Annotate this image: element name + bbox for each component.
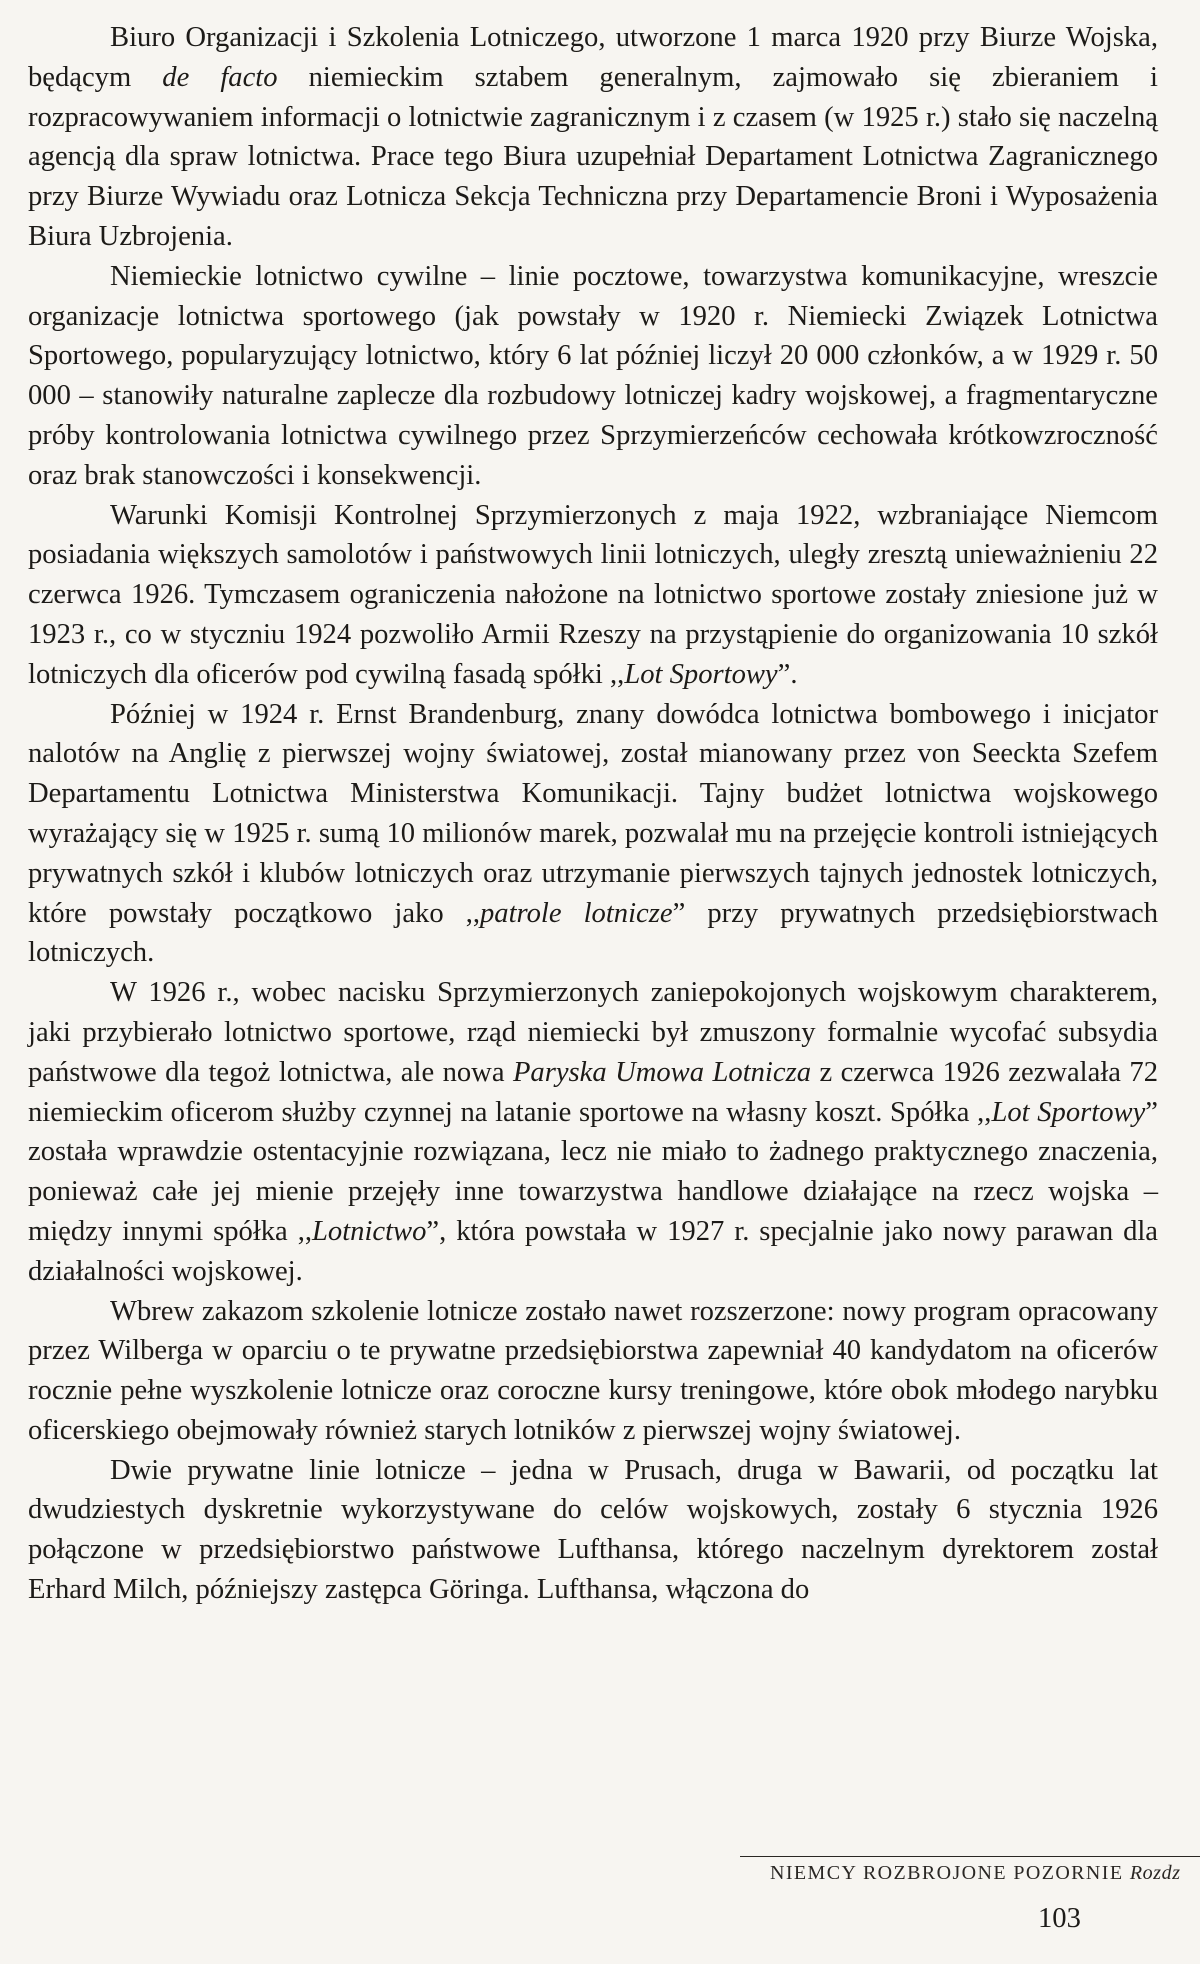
italic-phrase: patrole lotnicze	[480, 897, 673, 929]
text-run: niemieckim sztabem generalnym, zajmowało się zbieraniem i rozpracowywaniem informacji o lotnictwie zagranicznym i z czasem (w 1925 r.) stało się naczelną agencją dla spraw lotnictwa. Prace tego Biura uzupełniał Departament Lotnictwa Zagranicznego przy Biurze Wywiadu oraz Lotnicza Sekcja Techniczna przy Departamencie Broni i Wyposażenia Biura Uzbrojenia.	[28, 61, 1158, 252]
text-run: Biuro Organizacji i Szkolenia Lotniczego, utworzone 1 marca 1920 przy Biurze Wojska, będącym	[28, 22, 1158, 93]
running-footer	[770, 1862, 1181, 1885]
italic-phrase: Paryska Umowa Lotnicza	[512, 1056, 811, 1088]
text-run: W 1926 r., wobec nacisku Sprzymierzonych zaniepokojonych wojskowym charakterem, jaki przybierało lotnictwo sportowe, rząd niemiecki był zmuszony formalnie wycofać subsydia państwowe dla tegoż lotnictwa, ale nowa	[28, 977, 1158, 1088]
text-run: Warunki Komisji Kontrolnej Sprzymierzonych z maja 1922, wzbraniające Niemcom posiadania większych samolotów i państwowych linii lotniczych, uległy zresztą unieważnieniu 22 czerwca 1926. Tymczasem ograniczenia nałożone na lotnictwo sportowe zostały zniesione już w 1923 r., co w styczniu 1924 pozwoliło Armii Rzeszy na przystąpienie do organizowania 10 szkół lotniczych dla oficerów pod cywilną fasadą spółki ,,	[28, 499, 1158, 690]
italic-phrase: Lotnictwo	[312, 1215, 427, 1247]
paragraph	[28, 1292, 1158, 1451]
running-title: NIEMCY ROZBROJONE POZORNIE	[770, 1862, 1124, 1884]
text-run: ” została wprawdzie ostentacyjnie rozwiązana, lecz nie miało to żadnego praktycznego znaczenia, ponieważ całe jej mienie przejęły inne towarzystwa handlowe działające na rzecz wojska – między innymi spółka ,,	[28, 1096, 1158, 1247]
text-run: Niemieckie lotnictwo cywilne – linie pocztowe, towarzystwa komunikacyjne, wreszcie organizacje lotnictwa sportowego (jak powstały w 1920 r. Niemiecki Związek Lotnictwa Sportowego, popularyzujący lotnictwo, który 6 lat później liczył 20 000 członków, a w 1929 r. 50 000 – stanowiły naturalne zaplecze dla rozbudowy lotniczej kadry wojskowej, a fragmentaryczne próby kontrolowania lotnictwa cywilnego przez Sprzymierzeńców cechowała krótkowzroczność oraz brak stanowczości i konsekwencji.	[28, 260, 1158, 491]
chapter-label: Rozdz	[1129, 1862, 1181, 1884]
text-run: Później w 1924 r. Ernst Brandenburg, znany dowódca lotnictwa bombowego i inicjator nalotów na Anglię z pierwszej wojny światowej, został mianowany przez von Seeckta Szefem Departamentu Lotnictwa Ministerstwa Komunikacji. Tajny budżet lotnictwa wojskowego wyrażający się w 1925 r. sumą 10 milionów marek, pozwalał mu na przejęcie kontroli istniejących prywatnych szkół i klubów lotniczych oraz utrzymanie pierwszych tajnych jednostek lotniczych, które powstały początkowo jako ,,	[28, 698, 1158, 929]
text-run: Wbrew zakazom szkolenie lotnicze zostało nawet rozszerzone: nowy program opracowany przez Wilberga w oparciu o te prywatne przedsiębiorstwa zapewniał 40 kandydatom na oficerów rocznie pełne wyszkolenie lotnicze oraz coroczne kursy treningowe, które obok młodego narybku oficerskiego obejmowały również starych lotników z pierwszej wojny światowej.	[28, 1295, 1158, 1446]
text-run: Dwie prywatne linie lotnicze – jedna w Prusach, druga w Bawarii, od początku lat dwudziestych dyskretnie wykorzystywane do celów wojskowych, zostały 6 stycznia 1926 połączone w przedsiębiorstwo państwowe Lufthansa, którego naczelnym dyrektorem został Erhard Milch, późniejszy zastępca Göringa. Lufthansa, włączona do	[28, 1454, 1158, 1606]
page-number: 103	[1038, 1903, 1081, 1934]
text-run: ”, która powstała w 1927 r. specjalnie jako nowy parawan dla działalności wojskowej.	[28, 1215, 1159, 1287]
text-run: ” przy prywatnych przedsiębiorstwach lotniczych.	[28, 897, 1158, 969]
paragraph	[28, 695, 1158, 974]
text-run: ”.	[777, 658, 798, 690]
paragraph	[28, 973, 1158, 1291]
paragraph	[28, 496, 1158, 695]
paragraph	[28, 18, 1158, 257]
italic-phrase: Lot Sportowy	[624, 658, 778, 690]
paragraph	[28, 257, 1158, 496]
text-run: z czerwca 1926 zezwalała 72 niemieckim oficerom służby czynnej na latanie sportowe na własny koszt. Spółka ,,	[28, 1056, 1158, 1128]
body-text	[28, 18, 1158, 1610]
footer-rule	[740, 1856, 1200, 1857]
italic-phrase: Lot Sportowy	[991, 1096, 1146, 1128]
paragraph	[28, 1451, 1158, 1610]
italic-phrase: de facto	[162, 61, 278, 93]
